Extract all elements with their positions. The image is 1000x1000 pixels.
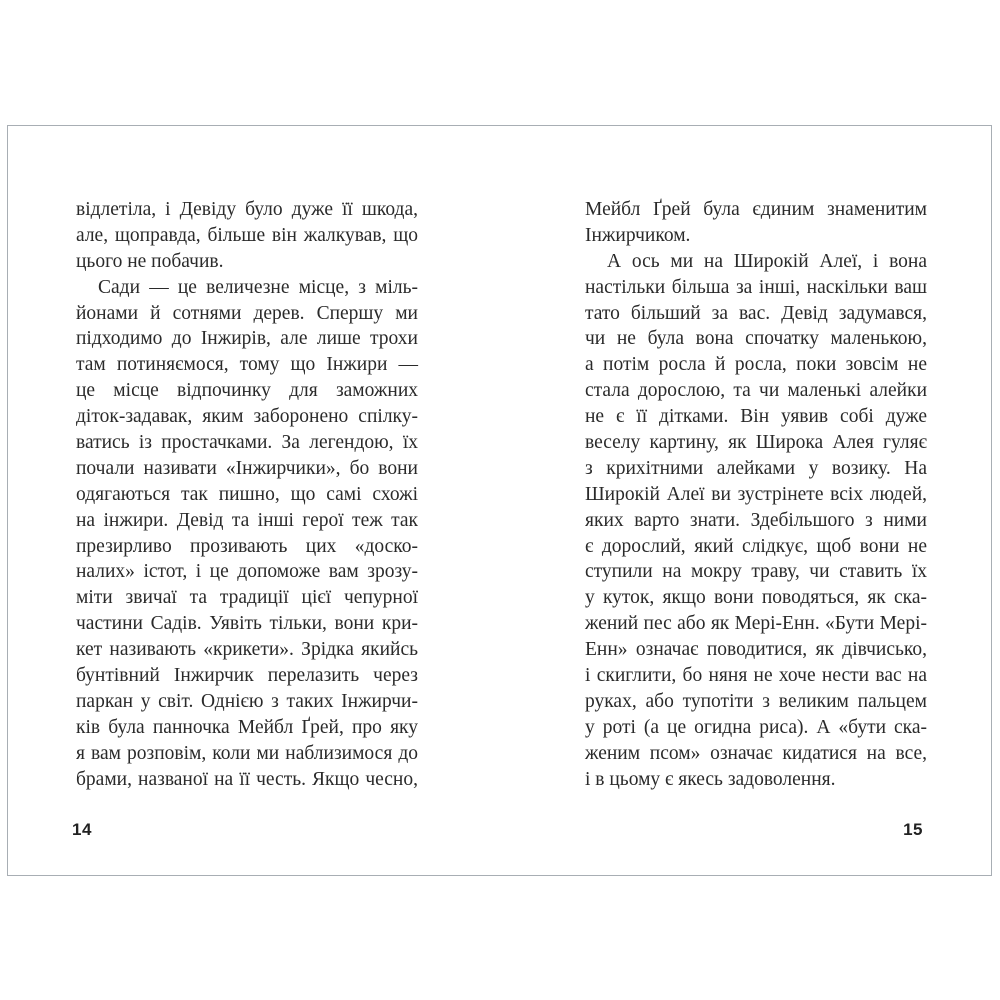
text-line: але, щоправда, більше він жалкував, що	[76, 224, 418, 246]
text-line: а потім росла й росла, поки зовсім не	[585, 354, 927, 376]
text-line: паркан у світ. Однією з таких Інжирчи-	[76, 690, 418, 712]
text-line: це місце відпочинку для заможних	[76, 380, 418, 402]
text-line: кет називають «крикети». Зрідка якийсь	[76, 639, 418, 661]
text-line: з крихітними алейками у возику. На	[585, 457, 927, 479]
text-line: частини Садів. Уявіть тільки, вони кри-	[76, 613, 418, 635]
text-line: веселу картину, як Широка Алея гуляє	[585, 432, 927, 454]
text-line: на інжири. Девід та інші герої теж так	[76, 509, 418, 531]
text-line: налих» істот, і це допоможе вам зрозу-	[76, 561, 418, 583]
text-line: жений пес або як Мері-Енн. «Бути Мері-	[585, 613, 927, 635]
text-line: стала дорослою, та чи маленькі алейки	[585, 380, 927, 402]
text-line: тато більший за вас. Девід задумався,	[585, 302, 927, 324]
text-line: почали називати «Інжирчики», бо вони	[76, 457, 418, 479]
text-line: і скиглити, бо няня не хоче нести вас на	[585, 665, 927, 687]
text-line: одягаються так пишно, що самі схожі	[76, 483, 418, 505]
text-line: Енн» означає поводитися, як дівчисько,	[585, 639, 927, 661]
text-line: і в цьому є якесь задоволення.	[585, 768, 836, 790]
text-line: брами, названої на її честь. Якщо чесно,	[76, 768, 418, 790]
book-spread	[7, 125, 992, 876]
text-line: не є її дітками. Він уявив собі дуже	[585, 406, 927, 428]
text-line: руках, або тупотіти з великим пальцем	[585, 690, 927, 712]
text-line: Інжирчиком.	[585, 224, 691, 246]
text-line: настільки більша за інші, наскільки ваш	[585, 276, 927, 298]
right-page-text	[585, 197, 927, 792]
text-line: йонами й сотнями дерев. Спершу ми	[76, 302, 418, 324]
text-line: ватись із простачками. За легендою, їх	[76, 432, 418, 454]
text-line: діток-задавак, яким заборонено спілку-	[76, 406, 418, 428]
text-line: презирливо прозивають цих «доско-	[76, 535, 418, 557]
text-line: цього не побачив.	[76, 250, 224, 272]
text-line: там потиняємося, тому що Інжири —	[76, 354, 418, 376]
page-number-left: 14	[72, 820, 92, 839]
text-line: Мейбл Ґрей була єдиним знаменитим	[585, 199, 927, 220]
text-line: у роті (а це огидна риса). А «бути ска-	[585, 716, 927, 738]
text-line: є дорослий, який слідкує, щоб вони не	[585, 535, 927, 557]
page-number-right: 15	[903, 820, 923, 839]
text-line: ступили на мокру траву, чи ставить їх	[585, 561, 927, 583]
text-line: Широкій Алеї ви зустрінете всіх людей,	[585, 483, 927, 505]
text-line: ків була панночка Мейбл Ґрей, про яку	[76, 716, 418, 738]
text-line: яких варто знати. Здебільшого з ними	[585, 509, 927, 531]
text-line: підходимо до Інжирів, але лише трохи	[76, 328, 418, 350]
text-line: міти звичаї та традиції цієї чепурної	[76, 587, 418, 609]
text-line: бунтівний Інжирчик перелазить через	[76, 665, 418, 687]
left-page-text	[76, 197, 418, 792]
text-line: я вам розповім, коли ми наблизимося до	[76, 742, 418, 764]
text-line: А ось ми на Широкій Алеї, і вона	[607, 250, 927, 272]
text-line: відлетіла, і Девіду було дуже її шкода,	[76, 199, 418, 220]
text-line: чи не була вона спочатку маленькою,	[585, 328, 927, 350]
text-line: у куток, якщо вони поводяться, як ска-	[585, 587, 927, 609]
text-line: Сади — це величезне місце, з міль-	[98, 276, 418, 298]
text-line: женим псом» означає кидатися на все,	[585, 742, 927, 764]
